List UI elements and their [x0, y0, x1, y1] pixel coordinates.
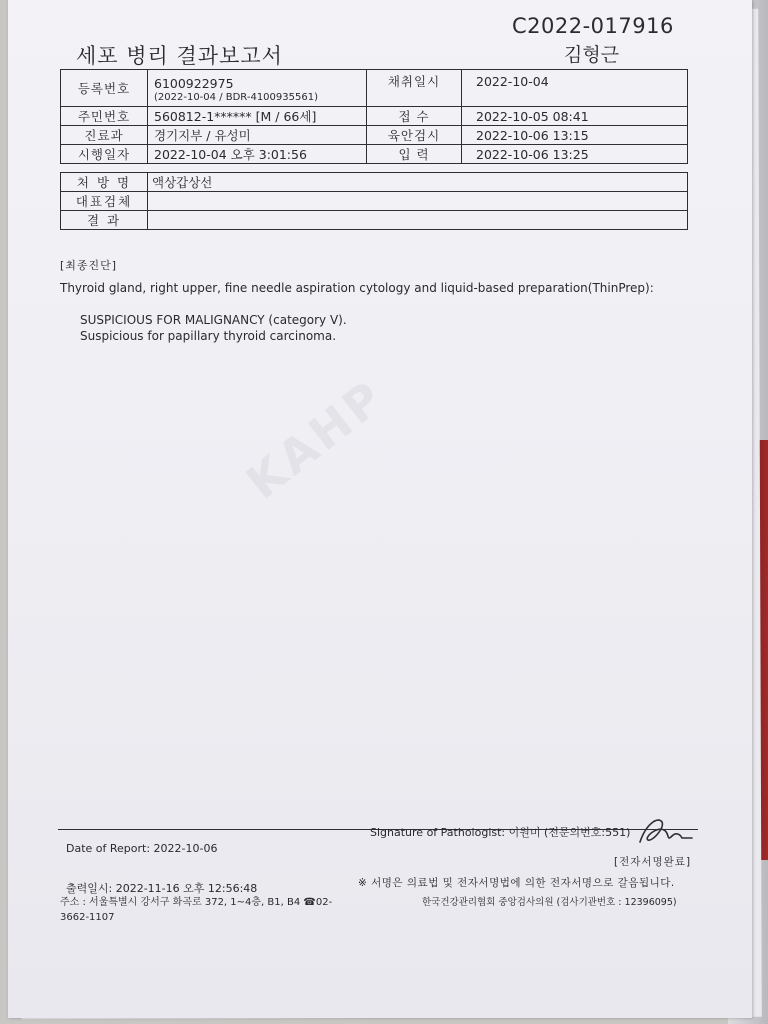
- gross-exam-value: 2022-10-06 13:15: [462, 126, 688, 145]
- table-row: [61, 145, 688, 164]
- table-row: [61, 70, 688, 107]
- result-label: 결 과: [61, 211, 148, 230]
- registration-label: 등록번호: [61, 70, 148, 107]
- input-label: 입 력: [367, 145, 462, 164]
- institution-address: 주소 : 서울특별시 강서구 화곡로 372, 1~4층, B1, B4 ☎02-3662-1107: [60, 897, 333, 923]
- pathologist-signature-label: Signature of Pathologist: 이원미 (전문의번호:551): [370, 826, 631, 839]
- resident-id-value: 560812-1****** [M / 66세]: [148, 107, 367, 126]
- prescription-label: 처 방 명: [61, 173, 148, 192]
- receipt-value: 2022-10-05 08:41: [462, 107, 688, 126]
- table-row: [61, 107, 688, 126]
- result-value: [148, 211, 688, 230]
- prescription-table: [60, 172, 688, 230]
- report-sheet: [8, 0, 752, 1018]
- institution-name: 한국건강관리협회 중앙검사의원 (검사기관번호 : 12396095): [422, 897, 677, 908]
- table-row: [61, 211, 688, 230]
- specimen-label: 대표검체: [61, 192, 148, 211]
- table-row: [61, 192, 688, 211]
- exec-date-value: 2022-10-04 오후 3:01:56: [148, 145, 367, 164]
- table-row: [61, 126, 688, 145]
- table-row: [61, 173, 688, 192]
- receipt-label: 접 수: [367, 107, 462, 126]
- prescription-value: 액상갑상선: [148, 173, 688, 192]
- collection-label: 채취일시: [367, 70, 462, 107]
- patient-name: 김형근: [564, 44, 620, 66]
- registration-sub: (2022-10-04 / BDR-4100935561): [154, 91, 318, 103]
- collection-cell: [462, 70, 688, 107]
- final-diagnosis-label: [최종진단]: [60, 259, 118, 272]
- specimen-description: Thyroid gland, right upper, fine needle aspiration cytology and liquid-based preparation(ThinPrep):: [60, 281, 654, 295]
- exec-date-label: 시행일자: [61, 145, 148, 164]
- handwritten-signature: [636, 812, 696, 850]
- input-value: 2022-10-06 13:25: [462, 145, 688, 164]
- gross-exam-label: 육안검시: [367, 126, 462, 145]
- department-value: 경기지부 / 유성미: [148, 126, 367, 145]
- department-label: 진료과: [61, 126, 148, 145]
- registration-number: 6100922975: [154, 75, 234, 91]
- document-title: 세포 병리 결과보고서: [76, 44, 283, 68]
- diagnosis-line-1: SUSPICIOUS FOR MALIGNANCY (category V).: [80, 313, 347, 327]
- diagnosis-line-2: Suspicious for papillary thyroid carcinoma.: [80, 329, 337, 343]
- document-code: C2022-017916: [512, 14, 674, 38]
- print-timestamp: 출력일시: 2022-11-16 오후 12:56:48: [66, 882, 258, 895]
- collection-date: 2022-10-04: [476, 73, 549, 89]
- esign-complete-badge: [전자서명완료]: [614, 856, 692, 868]
- esign-legal-note: ※ 서명은 의료법 및 전자서명법에 의한 전자서명으로 갈음됩니다.: [358, 877, 675, 889]
- patient-info-table: [60, 69, 688, 164]
- report-date: Date of Report: 2022-10-06: [66, 842, 218, 855]
- specimen-value: [148, 192, 688, 211]
- watermark-seal: KAHP: [236, 368, 396, 510]
- registration-cell: [148, 70, 367, 107]
- resident-id-label: 주민번호: [61, 107, 148, 126]
